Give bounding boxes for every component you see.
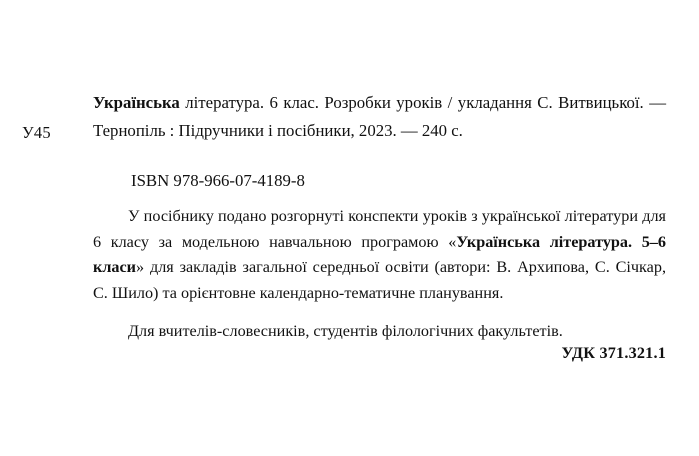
biblio-rest: література. 6 клас. Розробки уроків / укладання С. Витвицької. — Тернопіль : Підручники і посібники, 2023. — 240 с. xyxy=(93,93,666,140)
annotation-p1-part-1: У посібнику подано розгорнуті конспекти уроків з української літератури для 6 класу за модельною навчальною програмою « xyxy=(93,207,666,251)
annotation-paragraph-1 xyxy=(93,204,666,306)
annotation-paragraph-2: Для вчителів-словесників, студентів філологічних факультетів. xyxy=(128,322,563,340)
biblio-title-bold: Українська xyxy=(93,93,180,112)
annotation-block xyxy=(93,204,666,345)
annotation-p1-program-name: Українська література. 5–6 класи xyxy=(93,232,666,276)
bibliographic-description xyxy=(93,89,666,144)
annotation-p1-part-2: » для закладів загальної середньої освіти (автори: В. Архипова, С. Січкар, С. Шило) та орієнтовне календарно-тематичне планування. xyxy=(93,258,666,302)
isbn-line: ISBN 978-966-07-4189-8 xyxy=(131,171,305,190)
udk-code: УДК 371.321.1 xyxy=(561,344,666,362)
catalog-code: У45 xyxy=(22,123,51,142)
